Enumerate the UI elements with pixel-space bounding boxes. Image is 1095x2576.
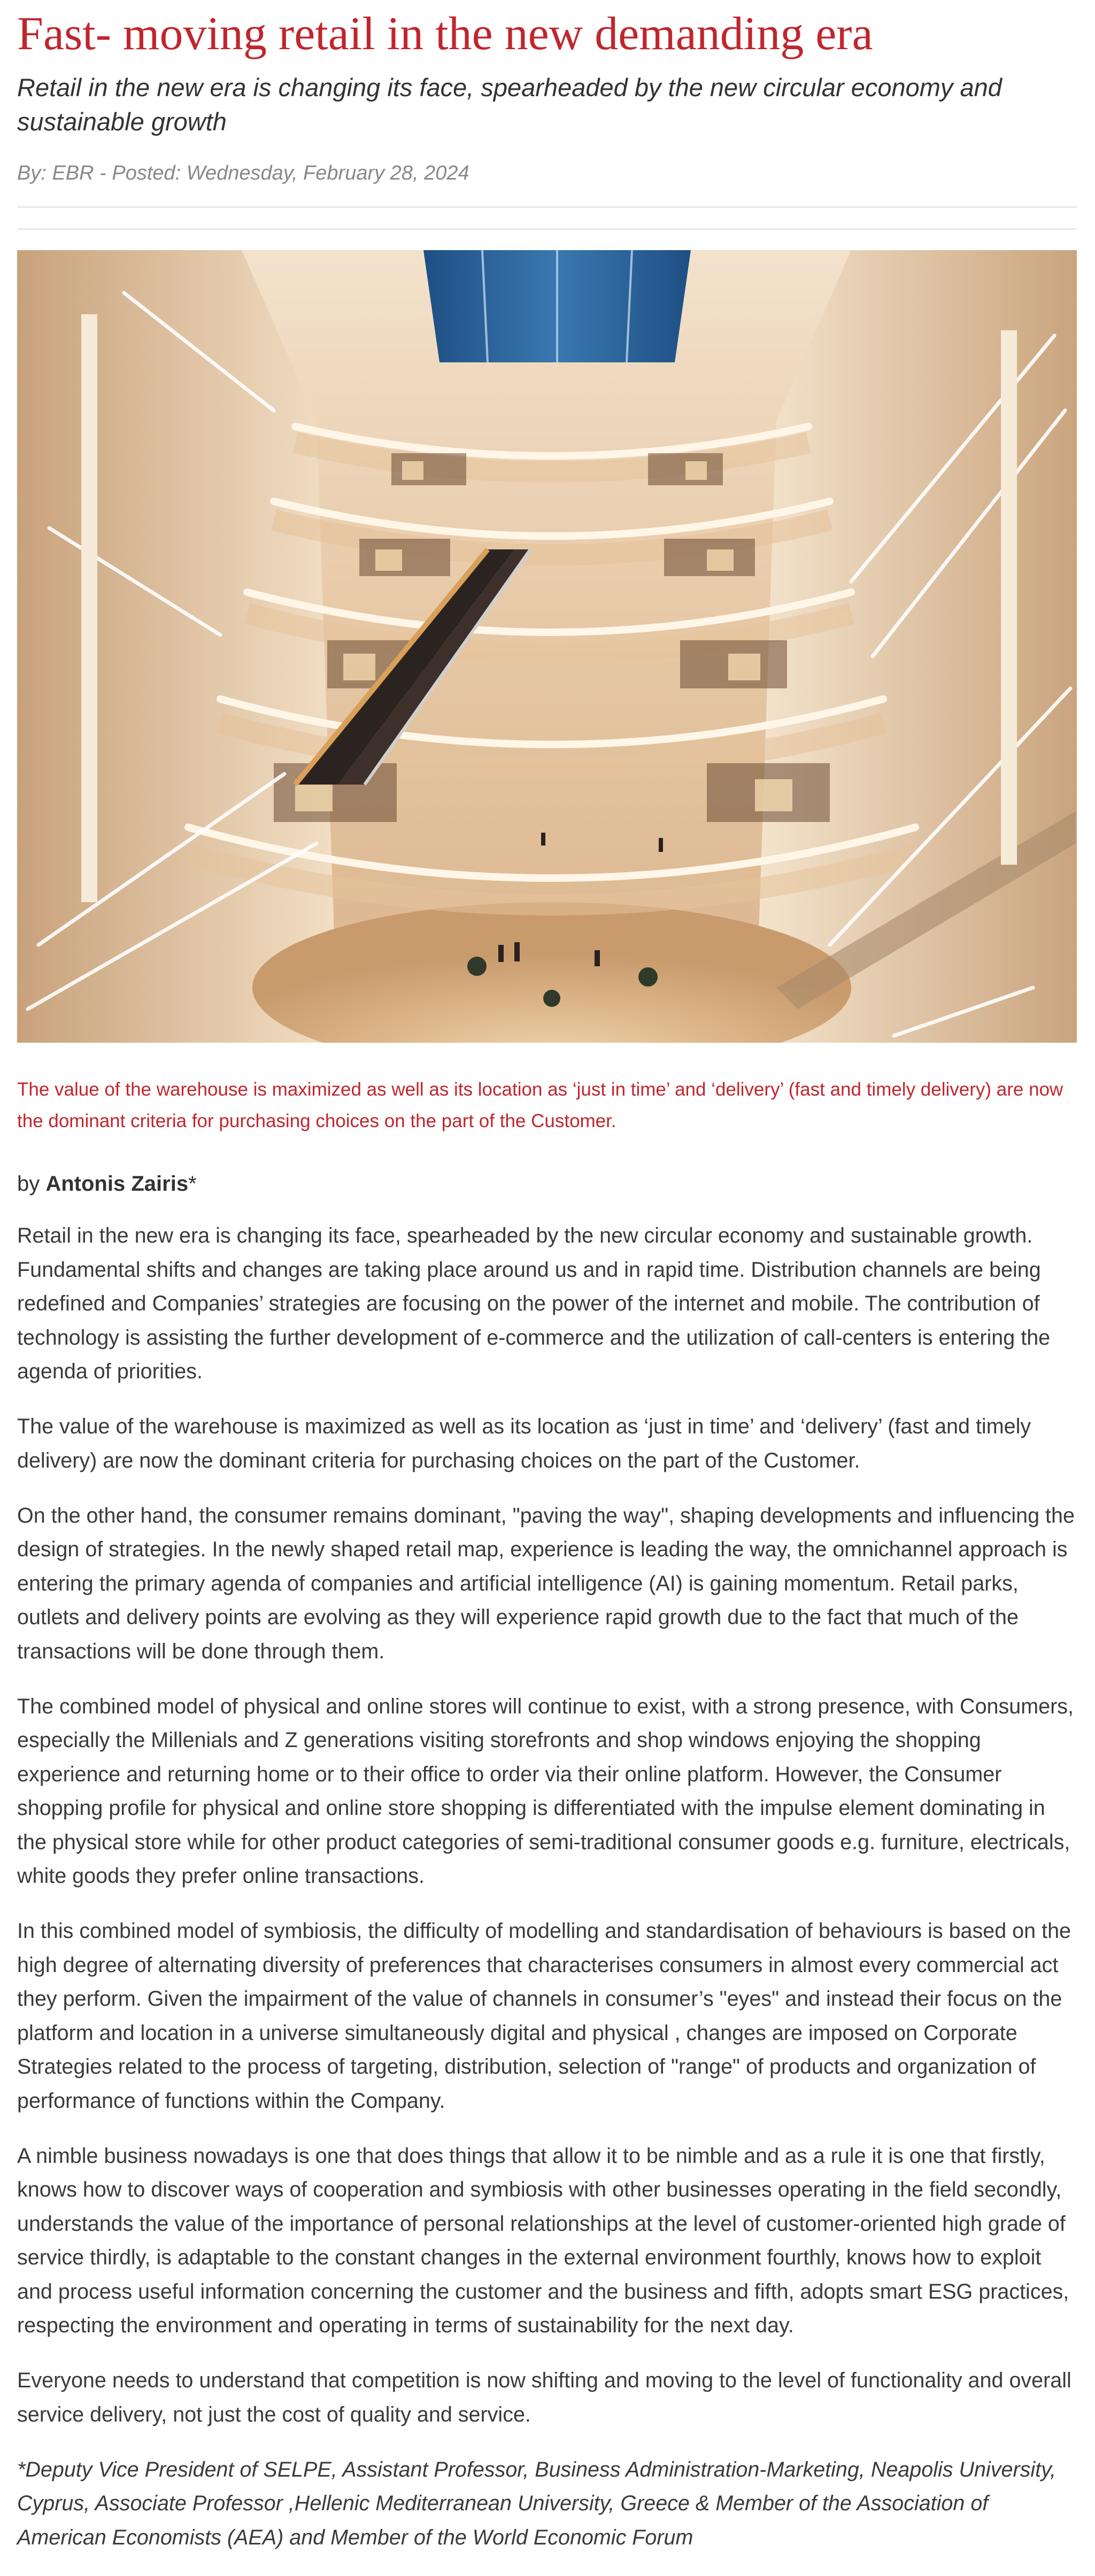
divider [17,228,1077,230]
article-title: Fast- moving retail in the new demanding era [17,8,873,60]
article-paragraph: The combined model of physical and online stores will continue to exist, with a strong presence, with Consumers, especially the Millenials and Z generations visiting storefronts and shop windows enjoying the shopping experience and returning home or to their office to order via their online platform. However, the Consumer shopping profile for physical and online store shopping is differentiated with the impulse element dominating in the physical store while for other product categories of semi-traditional consumer goods e.g. furniture, electricals, white goods they prefer online transactions. [17,1694,1074,1888]
author-line [17,1170,1077,1198]
article-byline: By: EBR - Posted: Wednesday, February 28, 2024 [17,162,469,184]
article-paragraph: On the other hand, the consumer remains dominant, "paving the way", shaping developments and influencing the design of strategies. In the newly shaped retail map, experience is leading the way, the omnichannel approach is entering the primary agenda of companies and artificial intelligence (AI) is gaining momentum. Retail parks, outlets and delivery points are evolving as they will experience rapid growth due to the fact that much of the transactions will be done through them. [17,1503,1075,1663]
article-subtitle: Retail in the new era is changing its face, spearheaded by the new circular economy and sustainable growth [17,73,1002,136]
author-name: Antonis Zairis [45,1172,189,1196]
article [17,0,1077,2576]
author-suffix: * [188,1172,197,1196]
divider [17,206,1077,208]
author-prefix: by [17,1172,46,1196]
article-paragraph: In this combined model of symbiosis, the difficulty of modelling and standardisation of behaviours is based on the high degree of alternating diversity of preferences that characterises consumers in almost every commercial act they perform. Given the impairment of the value of channels in consumer’s "eyes" and instead their focus on the platform and location in a universe simultaneously digital and physical , changes are imposed on Corporate Strategies related to the process of targeting, distribution, selection of "range" of products and organization of performance of functions within the Company. [17,1919,1071,2113]
author-footnote: *Deputy Vice President of SELPE, Assistant Professor, Business Administration-Marketing, Neapolis University, Cyprus, Associate Professor ,Hellenic Mediterranean University, Greece & Member of the Association of American Economists (AEA) and Member of the World Economic Forum [17,2457,1056,2549]
article-paragraph: Everyone needs to understand that competition is now shifting and moving to the level of functionality and overall service delivery, not just the cost of quality and service. [17,2369,1071,2426]
article-paragraph: Retail in the new era is changing its face, spearheaded by the new circular economy and sustainable growth. Fundamental shifts and changes are taking place around us and in rapid time. Distribution channels are being redefined and Companies’ strategies are focusing on the power of the internet and mobile. The contribution of technology is assisting the further development of e-commerce and the utilization of call-centers is entering the agenda of priorities. [17,1224,1051,1383]
image-caption: The value of the warehouse is maximized as well as its location as ‘just in time’ and ‘delivery’ (fast and timely delivery) are now the dominant criteria for purchasing choices on the part of the Customer. [17,1079,1063,1131]
article-paragraph: The value of the warehouse is maximized as well as its location as ‘just in time’ and ‘delivery’ (fast and timely delivery) are now the dominant criteria for purchasing choices on the part of the Customer. [17,1415,1031,1472]
mall-atrium-photo [17,250,1077,1043]
article-paragraph: A nimble business nowadays is one that does things that allow it to be nimble and as a rule it is one that firstly, knows how to discover ways of cooperation and symbiosis with other businesses operating in the field secondly, understands the value of the importance of personal relationships at the level of customer-oriented high grade of service thirdly, is adaptable to the constant changes in the external environment fourthly, knows how to exploit and process useful information concerning the customer and the business and fifth, adopts smart ESG practices, respecting the environment and operating in terms of sustainability for the next day. [17,2144,1069,2337]
hero-image [17,250,1077,1043]
